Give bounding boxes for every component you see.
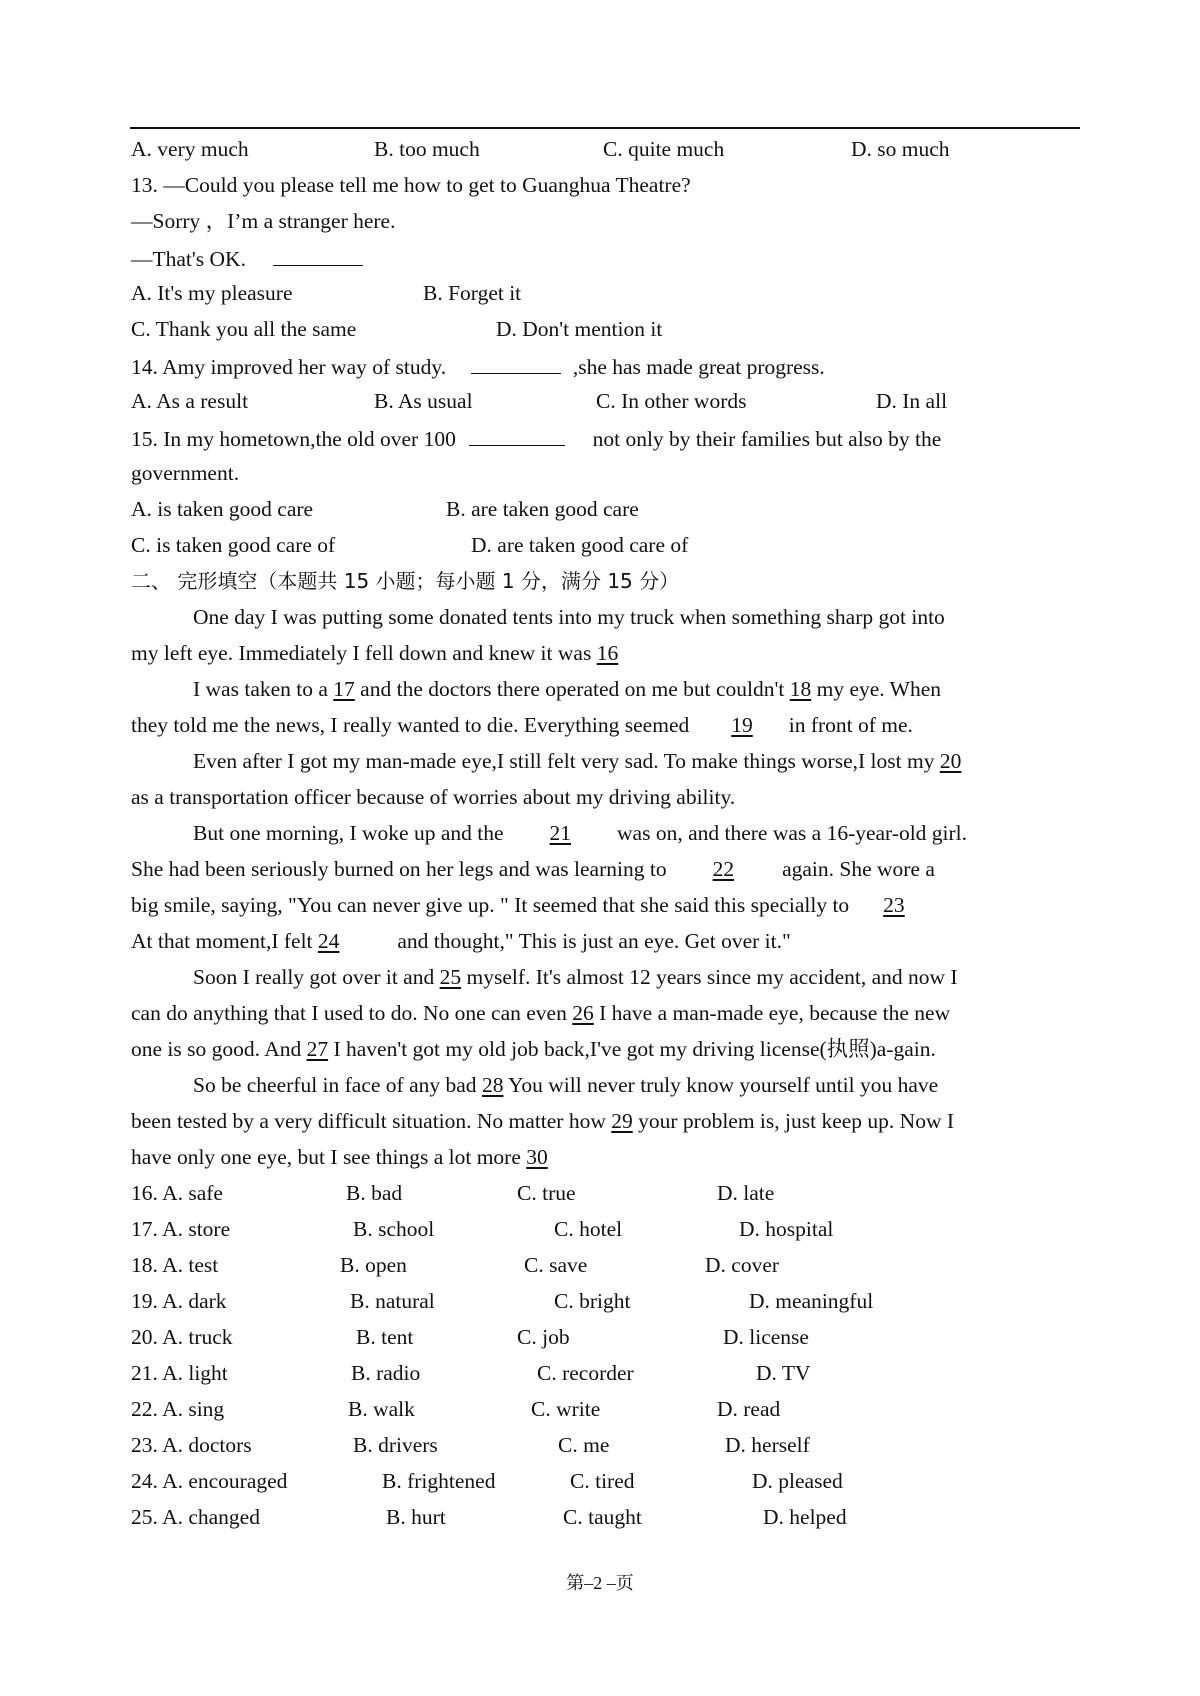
passage-text: one is so good. And [131, 1037, 307, 1061]
q12-option-d: D. so much [851, 137, 950, 161]
choice-21-b: B. radio [351, 1361, 421, 1385]
answer-blank [471, 355, 561, 374]
q13-stem: 13. —Could you please tell me how to get to Guanghua Theatre? [131, 173, 691, 197]
q14-option-a: A. As a result [131, 389, 249, 413]
passage-text: big smile, saying, "You can never give up. " It seemed that she said this specially to [131, 893, 850, 917]
choice-24-d: D. pleased [752, 1469, 843, 1493]
blank-30: 30 [526, 1145, 548, 1169]
q15-option-d: D. are taken good care of [471, 533, 689, 557]
passage-line [131, 1003, 950, 1025]
choice-22-c: C. write [531, 1397, 601, 1421]
passage-text: I was taken to a [193, 677, 334, 701]
passage-line [193, 823, 967, 845]
choice-25-a: 25. A. changed [131, 1505, 260, 1529]
blank-19: 19 [731, 713, 753, 737]
passage-line [131, 1147, 548, 1169]
q14-stem-pre: 14. Amy improved her way of study. [131, 355, 447, 379]
choice-25-d: D. helped [763, 1505, 847, 1529]
answer-blank [469, 427, 565, 446]
passage-text: have only one eye, but I see things a lot more [131, 1145, 527, 1169]
choice-16-a: 16. A. safe [131, 1181, 223, 1205]
q12-option-c: C. quite much [603, 137, 725, 161]
top-rule [130, 127, 1080, 129]
choice-16-d: D. late [717, 1181, 775, 1205]
choice-25-b: B. hurt [386, 1505, 446, 1529]
passage-text: my left eye. Immediately I fell down and knew it was [131, 641, 597, 665]
choice-19-c: C. bright [554, 1289, 631, 1313]
q15-stem-pre: 15. In my hometown,the old over 100 [131, 427, 456, 451]
blank-18: 18 [789, 677, 812, 701]
choice-24-a: 24. A. encouraged [131, 1469, 288, 1493]
choice-23-a: 23. A. doctors [131, 1433, 252, 1457]
passage-text: You will never truly know yourself until you have [503, 1073, 939, 1097]
passage-text: again. She wore a [782, 857, 935, 881]
q14-option-c: C. In other words [596, 389, 747, 413]
passage-text: So be cheerful in face of any bad [193, 1073, 482, 1097]
passage-text: your problem is, just keep up. Now I [632, 1109, 955, 1133]
choice-18-b: B. open [340, 1253, 407, 1277]
q15-stem [131, 427, 941, 451]
choice-20-a: 20. A. truck [131, 1325, 233, 1349]
passage-text: and thought," This is just an eye. Get over it." [397, 929, 791, 953]
blank-27: 27 [306, 1037, 329, 1061]
blank-21: 21 [549, 821, 572, 845]
passage-line [131, 1111, 954, 1133]
section-heading: 二、 完形填空（本题共 15 小题；每小题 1 分，满分 15 分） [131, 569, 680, 593]
q12-option-b: B. too much [374, 137, 480, 161]
choice-22-b: B. walk [348, 1397, 415, 1421]
choice-24-b: B. frightened [382, 1469, 496, 1493]
passage-line [193, 751, 961, 773]
choice-21-a: 21. A. light [131, 1361, 228, 1385]
passage-line [131, 643, 618, 665]
q13-option-d: D. Don't mention it [496, 317, 663, 341]
answer-blank [273, 247, 363, 266]
choice-22-d: D. read [717, 1397, 781, 1421]
choice-25-c: C. taught [563, 1505, 642, 1529]
choice-17-c: C. hotel [554, 1217, 623, 1241]
choice-23-d: D. herself [725, 1433, 810, 1457]
choice-17-a: 17. A. store [131, 1217, 231, 1241]
choice-20-b: B. tent [356, 1325, 414, 1349]
choice-18-d: D. cover [705, 1253, 780, 1277]
choice-20-d: D. license [723, 1325, 809, 1349]
passage-text: and the doctors there operated on me but couldn't [354, 677, 790, 701]
blank-24: 24 [317, 929, 340, 953]
q14-option-d: D. In all [876, 389, 948, 413]
q13-option-b: B. Forget it [423, 281, 522, 305]
choice-19-b: B. natural [350, 1289, 435, 1313]
passage-line [193, 967, 958, 989]
blank-28: 28 [481, 1073, 504, 1097]
choice-17-b: B. school [353, 1217, 435, 1241]
choice-23-b: B. drivers [353, 1433, 438, 1457]
choice-21-c: C. recorder [537, 1361, 634, 1385]
choice-18-a: 18. A. test [131, 1253, 219, 1277]
passage-line [131, 1039, 936, 1061]
blank-23: 23 [883, 893, 905, 917]
choice-24-c: C. tired [570, 1469, 635, 1493]
passage-line [131, 895, 917, 917]
passage-line [193, 679, 941, 701]
blank-26: 26 [572, 1001, 594, 1025]
choice-17-d: D. hospital [739, 1217, 834, 1241]
passage-text: they told me the news, I really wanted to die. Everything seemed [131, 713, 690, 737]
q12-option-a: A. very much [131, 137, 249, 161]
q13-option-c: C. Thank you all the same [131, 317, 357, 341]
choice-20-c: C. job [517, 1325, 570, 1349]
q13-dialogue-line2: —Sorry ，I’m a stranger here. [131, 209, 396, 233]
q15-stem-post: not only by their families but also by the [592, 427, 942, 451]
passage-line: as a transportation officer because of worries about my driving ability. [131, 785, 736, 809]
q13-option-a: A. It's my pleasure [131, 281, 293, 305]
q15-option-b: B. are taken good care [446, 497, 639, 521]
blank-20: 20 [939, 749, 962, 773]
passage-text: been tested by a very difficult situation. No matter how [131, 1109, 612, 1133]
blank-17: 17 [333, 677, 355, 701]
passage-text: But one morning, I woke up and the [193, 821, 504, 845]
passage-text: She had been seriously burned on her legs and was learning to [131, 857, 667, 881]
blank-25: 25 [439, 965, 462, 989]
choice-23-c: C. me [558, 1433, 610, 1457]
choice-22-a: 22. A. sing [131, 1397, 225, 1421]
passage-text: I have a man-made eye, because the new [593, 1001, 951, 1025]
passage-text: Even after I got my man-made eye,I still felt very sad. To make things worse,I lost my [193, 749, 940, 773]
choice-16-b: B. bad [346, 1181, 403, 1205]
passage-line [131, 859, 935, 881]
passage-text: myself. It's almost 12 years since my accident, and now I [461, 965, 958, 989]
passage-text: in front of me. [788, 713, 913, 737]
blank-16: 16 [596, 641, 619, 665]
q14-stem-post: ,she has made great progress. [572, 355, 825, 379]
passage-text: can do anything that I used to do. No one can even [131, 1001, 573, 1025]
q14-option-b: B. As usual [374, 389, 473, 413]
passage-line [193, 1075, 938, 1097]
passage-text: Soon I really got over it and [193, 965, 440, 989]
page-number: 第–2 –页 [566, 1573, 634, 1593]
passage-text: I haven't got my old job back,I've got my driving license(执照)a-gain. [328, 1037, 936, 1061]
choice-16-c: C. true [517, 1181, 576, 1205]
q15-option-c: C. is taken good care of [131, 533, 336, 557]
q13-line3-text: —That's OK. [131, 247, 246, 271]
q15-option-a: A. is taken good care [131, 497, 314, 521]
q13-dialogue-line3 [131, 247, 363, 271]
q14-stem [131, 355, 825, 379]
blank-29: 29 [611, 1109, 633, 1133]
choice-18-c: C. save [524, 1253, 588, 1277]
passage-line [131, 715, 913, 737]
passage-text: At that moment,I felt [131, 929, 318, 953]
passage-text: was on, and there was a 16-year-old girl. [617, 821, 968, 845]
passage-text: my eye. When [811, 677, 941, 701]
blank-22: 22 [712, 857, 735, 881]
choice-19-a: 19. A. dark [131, 1289, 227, 1313]
q15-stem-cont: government. [131, 461, 240, 485]
passage-line: One day I was putting some donated tents into my truck when something sharp got into [193, 605, 945, 629]
choice-19-d: D. meaningful [749, 1289, 874, 1313]
passage-line [131, 931, 791, 953]
choice-21-d: D. TV [756, 1361, 811, 1385]
